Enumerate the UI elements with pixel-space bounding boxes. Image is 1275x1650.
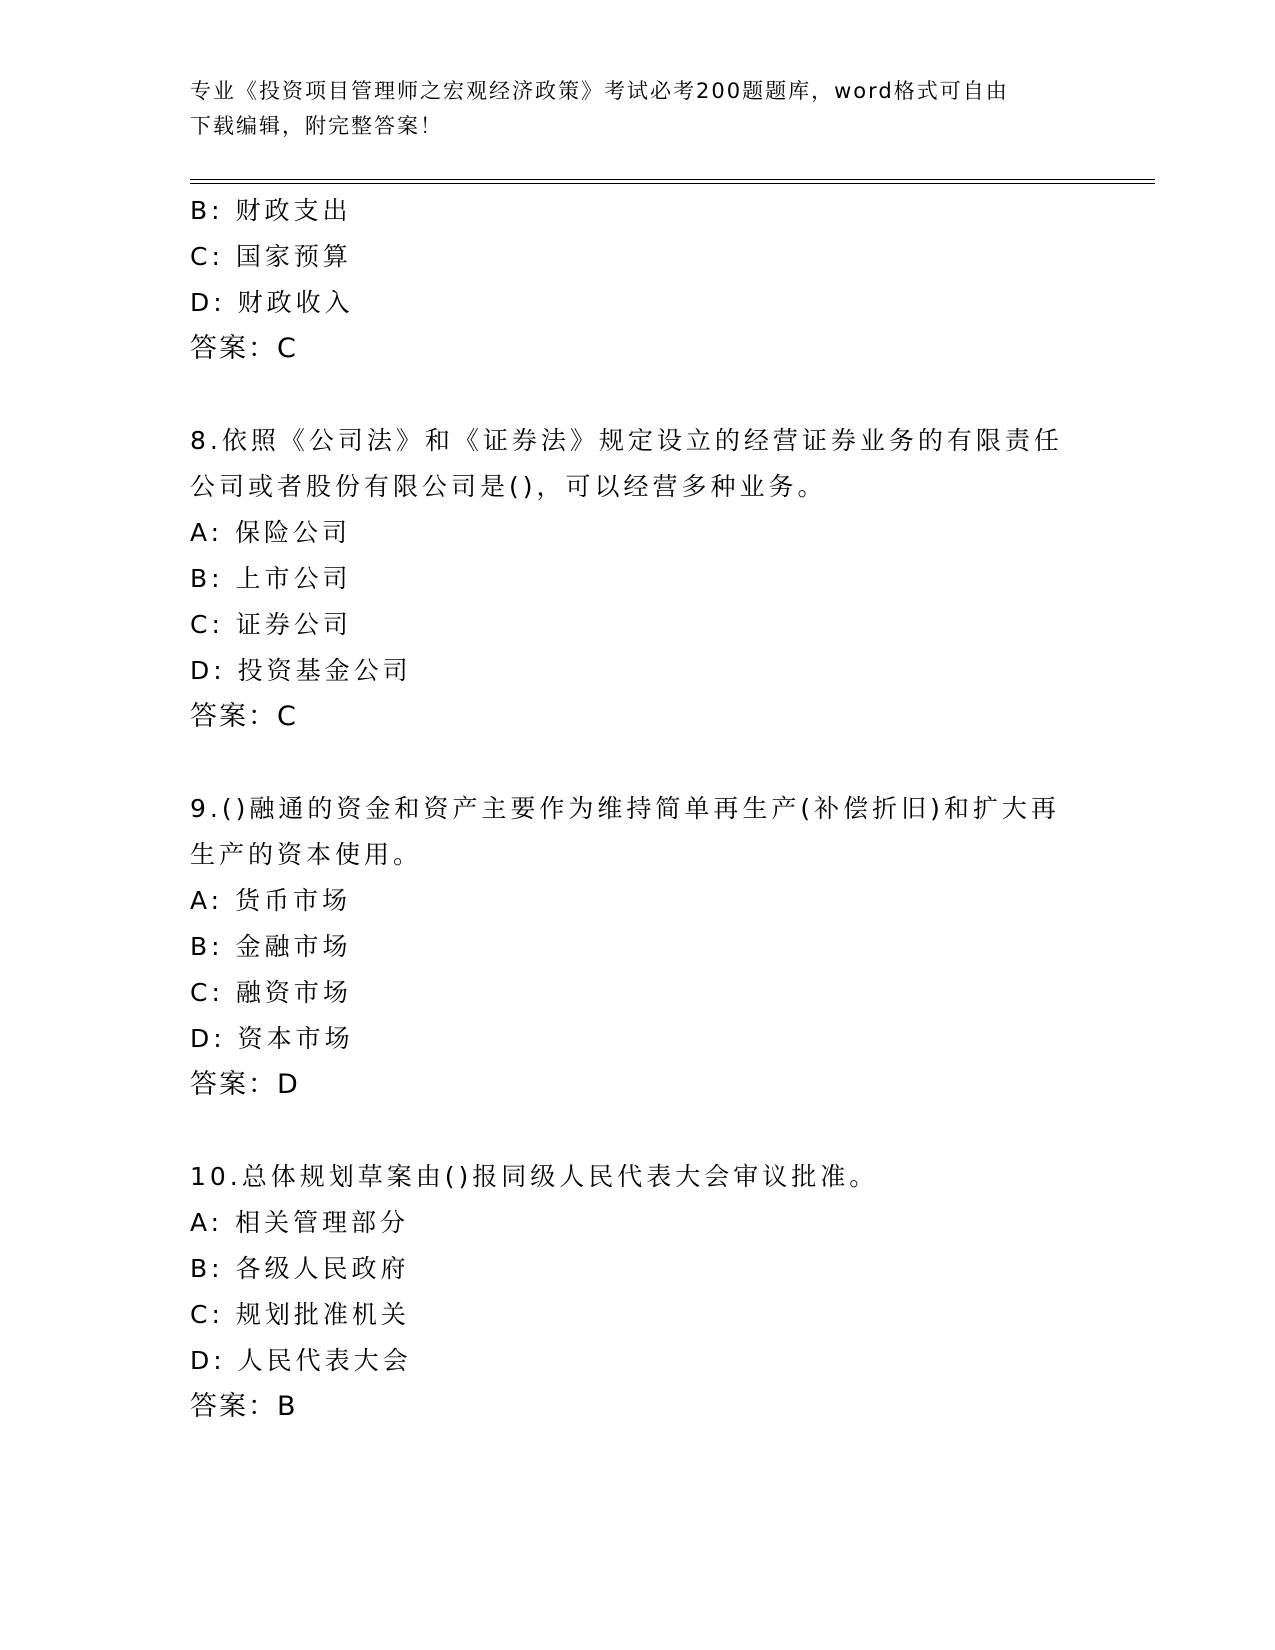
question-7-tail (190, 188, 1090, 372)
answer-line: 答案：C (190, 333, 298, 364)
header-line-1: 专业《投资项目管理师之宏观经济政策》考试必考200题题库，word格式可自由 (190, 79, 1009, 103)
option-b: B: 金融市场 (190, 932, 352, 961)
question-stem-line-1: 10.总体规划草案由()报同级人民代表大会审议批准。 (190, 1162, 879, 1191)
spacer (190, 372, 1090, 418)
option-d: D: 投资基金公司 (190, 656, 412, 685)
question-stem-line-2: 生产的资本使用。 (190, 840, 423, 869)
option-c: C: 融资市场 (190, 978, 352, 1007)
answer-line: 答案：C (190, 701, 298, 732)
question-9 (190, 786, 1090, 1108)
option-d: D: 资本市场 (190, 1024, 354, 1053)
header-rule-bottom (190, 183, 1155, 184)
option-a: A: 相关管理部分 (190, 1208, 410, 1237)
option-a: A: 货币市场 (190, 886, 352, 915)
option-d: D: 财政收入 (190, 288, 354, 317)
document-header (190, 74, 1070, 144)
question-list (190, 188, 1090, 1430)
option-b: B: 财政支出 (190, 196, 352, 225)
header-rule-top (190, 179, 1155, 180)
option-c: C: 证券公司 (190, 610, 352, 639)
answer-line: 答案：B (190, 1391, 298, 1422)
question-8 (190, 418, 1090, 740)
header-line-2: 下载编辑，附完整答案！ (190, 114, 443, 138)
question-stem-line-2: 公司或者股份有限公司是()，可以经营多种业务。 (190, 472, 827, 501)
question-stem-line-1: 8.依照《公司法》和《证券法》规定设立的经营证券业务的有限责任 (190, 426, 1063, 455)
option-c: C: 国家预算 (190, 242, 352, 271)
question-stem-line-1: 9.()融通的资金和资产主要作为维持简单再生产(补偿折旧)和扩大再 (190, 794, 1060, 823)
option-a: A: 保险公司 (190, 518, 352, 547)
option-d: D: 人民代表大会 (190, 1346, 412, 1375)
option-c: C: 规划批准机关 (190, 1300, 410, 1329)
option-b: B: 各级人民政府 (190, 1254, 410, 1283)
spacer (190, 1108, 1090, 1154)
question-10 (190, 1154, 1090, 1430)
answer-line: 答案：D (190, 1069, 300, 1100)
option-b: B: 上市公司 (190, 564, 352, 593)
spacer (190, 740, 1090, 786)
